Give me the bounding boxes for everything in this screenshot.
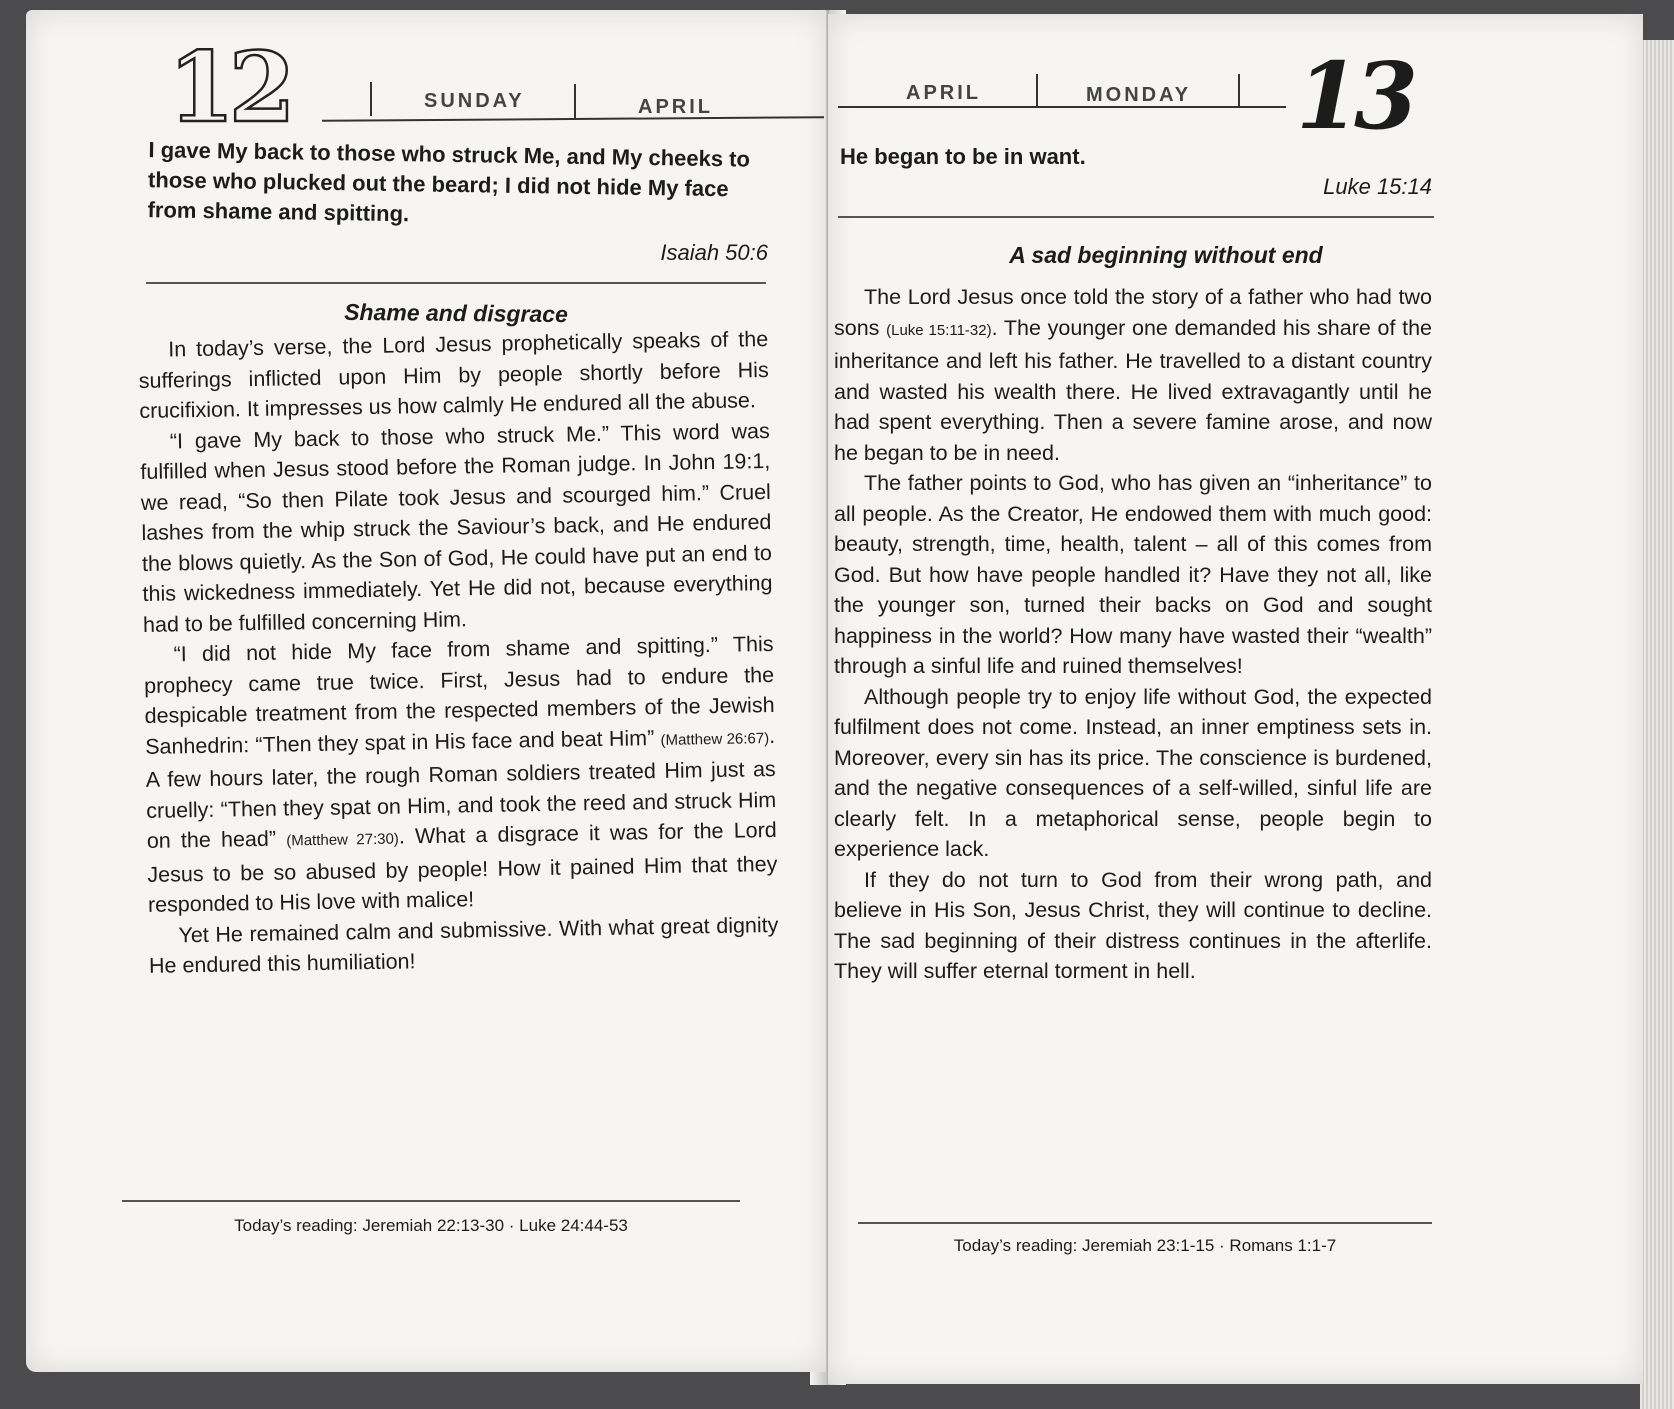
devotion-body [138,324,779,981]
todays-reading: Today’s reading: Jeremiah 23:1-15 · Romans 1:1-7 [953,1236,1337,1255]
devotion-title: Shame and disgrace [344,298,568,328]
paragraph: Yet He remained calm and submissive. With what great dignity He endured this humiliation! [148,912,779,978]
day-number: 13 [1296,42,1413,150]
header-rule [838,106,1286,108]
header-divider [1036,74,1038,108]
left-page [26,10,826,1372]
paragraph: The father points to God, who has given an “inheritance” to all people. As the Creator, He endowed them with much good: beauty, strength, time, health, talent – all of this comes from God. But how have people handled it? Have they not all, like the younger son, turned their backs on God and sought happiness in the world? How many have wasted their “wealth” through a sinful life and ruined themselves! [834,471,1432,678]
day-name: MONDAY [1086,84,1192,106]
month-name: APRIL [906,82,981,104]
scripture-ref: (Matthew 26:67) [660,729,770,749]
month-name: APRIL [638,96,713,118]
paragraph: In today’s verse, the Lord Jesus prophetically speaks of the sufferings inflicted upon Him by people shortly before His crucifixion. It impresses us how calmly He endured all the abuse. [138,327,769,423]
verse-rule [146,282,766,284]
daily-verse: I gave My back to those who struck Me, and My cheeks to those who plucked out the beard; I did not hide My face from shame and spitting. [147,137,751,227]
paragraph: If they do not turn to God from their wrong path, and believe in His Son, Jesus Christ, they will continue to decline. The sad beginning of their distress continues in the afterlife. They will suffer eternal torment in hell. [834,867,1432,983]
paragraph-text: . The younger one demanded his share of the inheritance and left his father. He travelled to a distant country and wasted his wealth there. He lived extravagantly until he had spent everything. Then a severe famine arose, and now he began to be in need. [834,315,1433,465]
devotion-title: A sad beginning without end [1009,242,1323,268]
paragraph-text: . A few hours later, the rough Roman soldiers treated Him just as cruelly: “Then they spat on Him, and took the reed and struck Him on the head” [145,723,777,853]
daily-verse: He began to be in want. [840,144,1086,169]
devotion-body [834,282,1432,987]
paragraph-text: . What a disgrace it was for the Lord Jesus to be so abused by people! How it pained Him that they responded to His love with malice! [147,817,778,917]
verse-rule [838,216,1434,218]
paragraph: “I gave My back to those who struck Me.” This word was fulfilled when Jesus stood before the Roman judge. In John 19:1, we read, “So then Pilate took Jesus and scourged him.” Cruel lashes from the whip struck the Saviour’s back, and He endured the blows quietly. As the Son of God, He could have put an end to this wickedness immediately. Yet He did not, because everything had to be fulfilled concerning Him. [140,418,773,637]
header-divider [1238,74,1240,108]
verse-reference: Luke 15:14 [1323,174,1432,199]
paragraph-text: The Lord Jesus once told the story of a father who had two sons [834,285,1432,340]
header-rule [322,116,824,122]
verse-reference: Isaiah 50:6 [660,240,768,265]
day-number: 12 [168,31,290,144]
paragraph: Although people try to enjoy life without God, the expected fulfilment does not come. Instead, an inner emptiness sets in. Moreover, every sin has its price. The conscience is burdened, and the negative consequences of a self-willed, sinful life are clearly felt. In a metaphorical sense, people begin to experience lack. [834,684,1432,861]
todays-reading: Today’s reading: Jeremiah 22:13-30 · Luke 24:44-53 [234,1216,628,1235]
scripture-ref: (Matthew 27:30) [286,830,400,850]
page-edges [1640,40,1674,1409]
paragraph [143,629,778,920]
paragraph-text: “I did not hide My face from shame and spitting.” This prophecy came true twice. First, Jesus had to endure the despicable treatment from the respected members of the Jewish Sanhedrin: “Then they spat in His face and beat Him” [143,631,775,759]
footer-rule [122,1200,740,1202]
right-page [828,14,1643,1384]
day-name: SUNDAY [424,90,525,112]
scripture-ref: (Luke 15:11-32) [886,321,992,339]
header-divider [574,84,576,118]
footer-rule [858,1222,1432,1224]
paragraph [834,282,1432,468]
bleed-through [136,1030,756,1060]
header-divider [370,82,372,116]
